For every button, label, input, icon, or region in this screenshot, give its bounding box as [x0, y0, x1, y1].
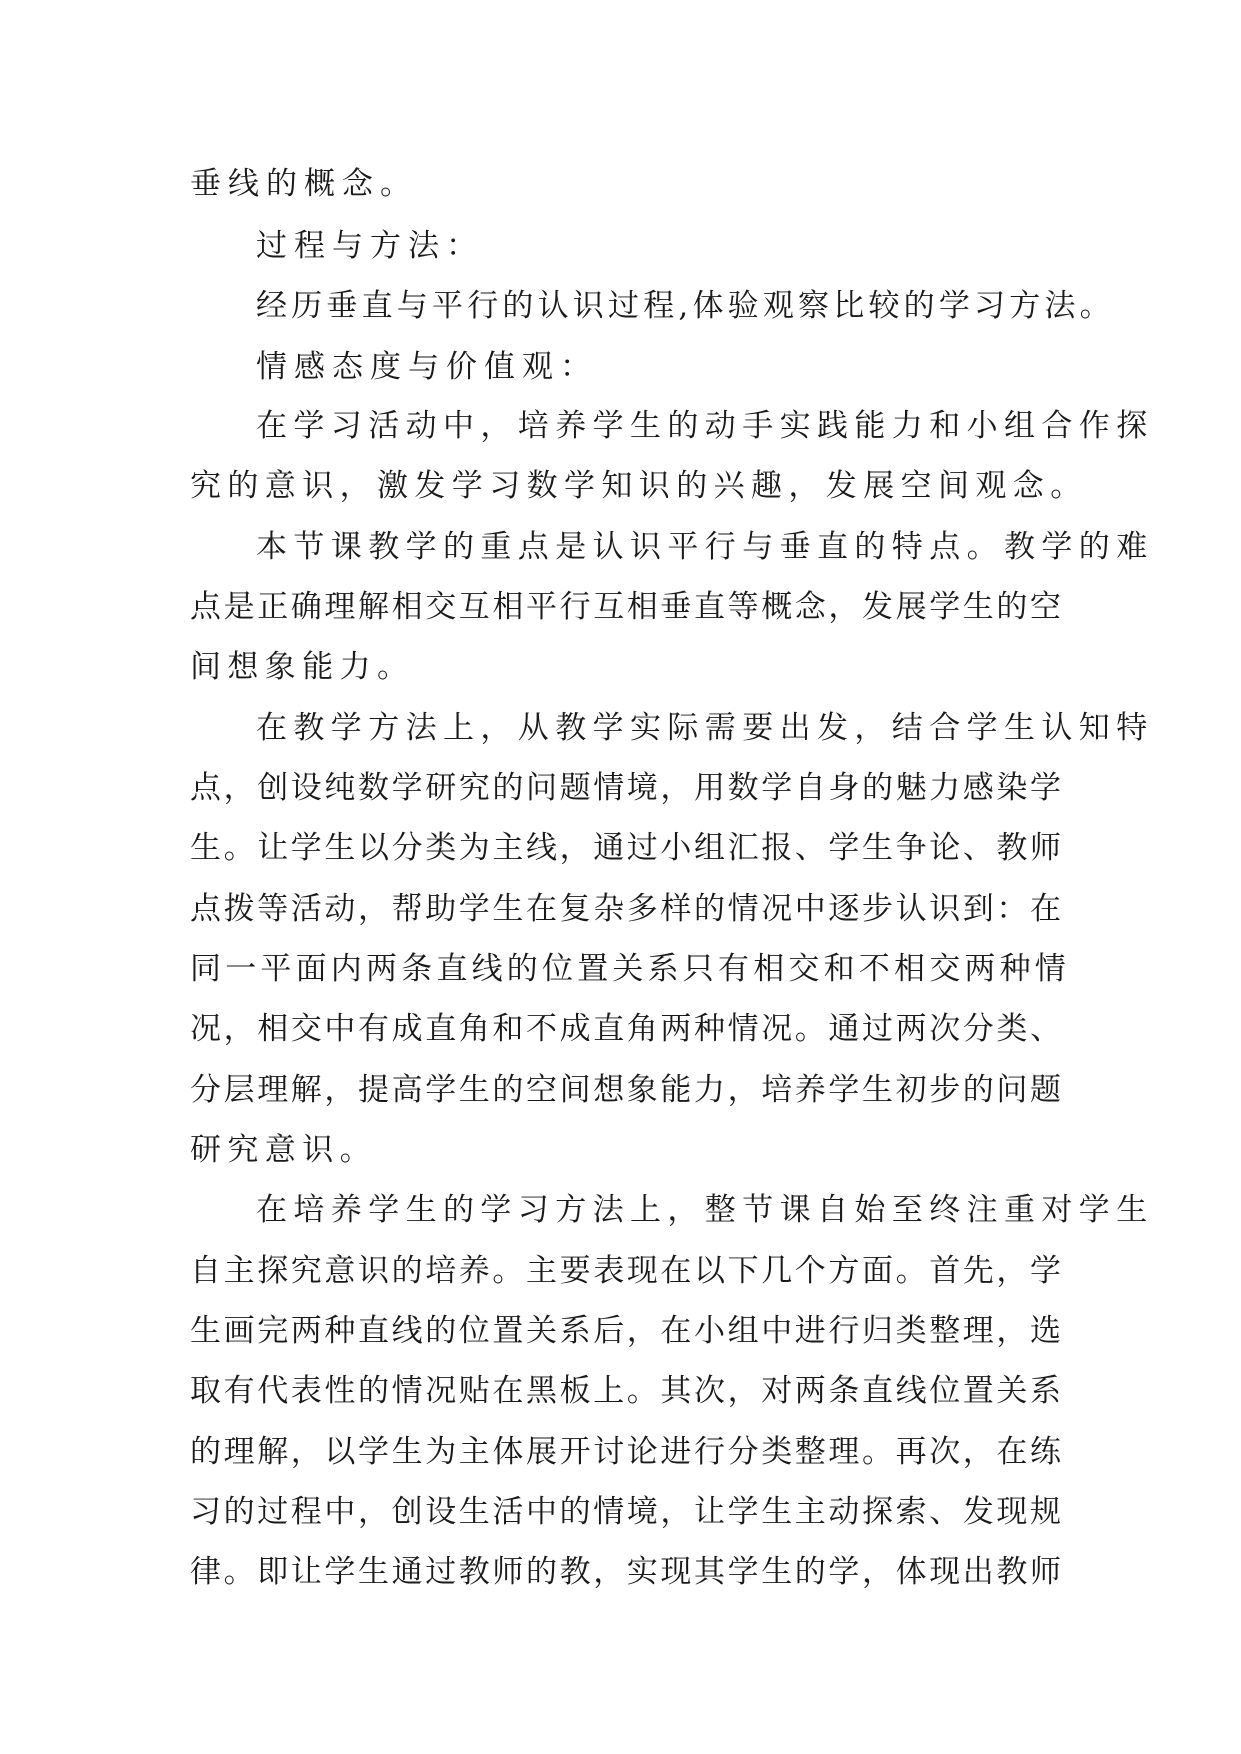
text-line: 的理解，以学生为主体展开讨论进行分类整理。再次，在练 [190, 1434, 1064, 1470]
text-line: 同一平面内两条直线的位置关系只有相交和不相交两种情 [190, 951, 1070, 987]
text-line: 在教学方法上，从教学实际需要出发，结合学生认知特 [256, 710, 1154, 746]
text-line: 在培养学生的学习方法上，整节课自始至终注重对学生 [256, 1192, 1154, 1228]
text-line: 经历垂直与平行的认识过程,体验观察比较的学习方法。 [256, 288, 1115, 324]
text-line: 点拨等活动，帮助学生在复杂多样的情况中逐步认识到：在 [190, 891, 1064, 927]
text-line: 究的意识，激发学习数学知识的兴趣，发展空间观念。 [190, 468, 1088, 504]
text-line: 生画完两种直线的位置关系后，在小组中进行归类整理，选 [190, 1313, 1064, 1349]
text-line: 垂线的概念。 [190, 166, 418, 202]
text-line: 研究意识。 [190, 1132, 377, 1168]
text-line: 间想象能力。 [190, 649, 415, 685]
text-line: 在学习活动中，培养学生的动手实践能力和小组合作探 [256, 408, 1154, 444]
text-line: 取有代表性的情况贴在黑板上。其次，对两条直线位置关系 [190, 1373, 1064, 1409]
text-line: 律。即让学生通过教师的教，实现其学生的学，体现出教师 [190, 1554, 1064, 1590]
text-line: 生。让学生以分类为主线，通过小组汇报、学生争论、教师 [190, 830, 1064, 866]
text-line: 分层理解，提高学生的空间想象能力，培养学生初步的问题 [190, 1072, 1064, 1108]
text-line: 点是正确理解相交互相平行互相垂直等概念，发展学生的空 [190, 589, 1064, 625]
section-heading-process-method: 过程与方法： [256, 228, 484, 264]
text-line: 点，创设纯数学研究的问题情境，用数学自身的魅力感染学 [190, 770, 1064, 806]
text-line: 本节课教学的重点是认识平行与垂直的特点。教学的难 [256, 529, 1154, 565]
text-line: 习的过程中，创设生活中的情境，让学生主动探索、发现规 [190, 1494, 1064, 1530]
text-line: 自主探究意识的培养。主要表现在以下几个方面。首先，学 [190, 1253, 1064, 1289]
section-heading-emotion-values: 情感态度与价值观： [256, 349, 598, 385]
text-line: 况，相交中有成直角和不成直角两种情况。通过两次分类、 [190, 1011, 1064, 1047]
